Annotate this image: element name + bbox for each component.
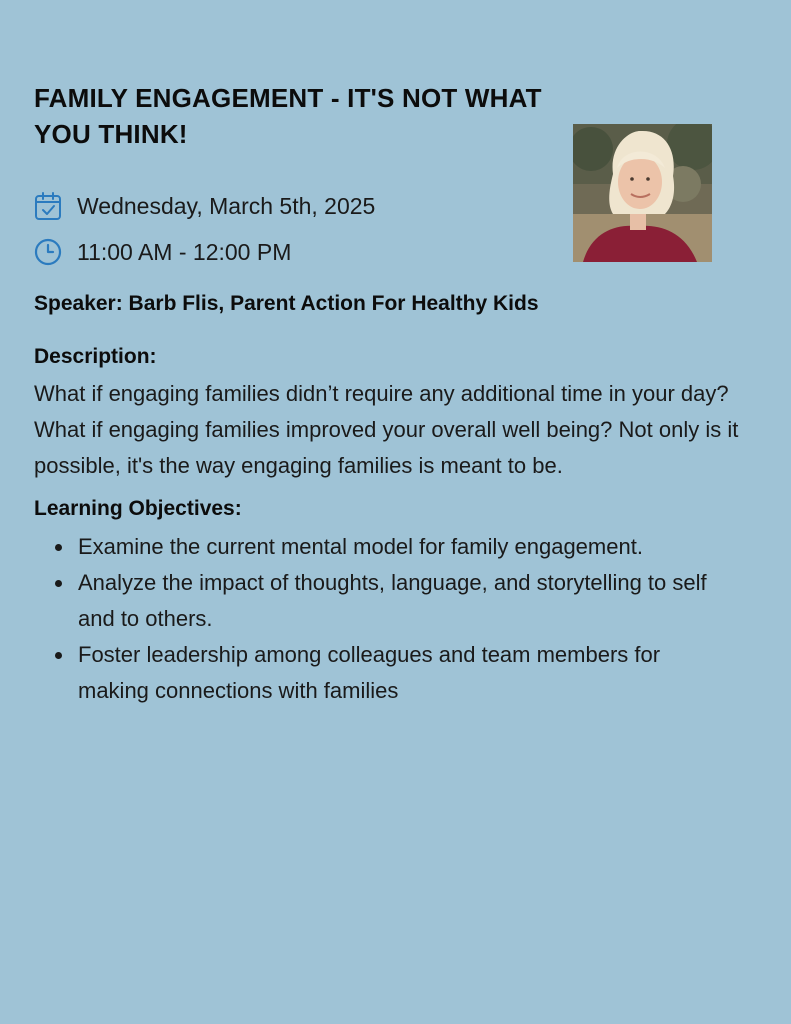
bullet-icon: [55, 580, 62, 587]
bullet-icon: [55, 652, 62, 659]
list-item: Examine the current mental model for family engagement.: [34, 529, 734, 565]
speaker-photo: [573, 124, 712, 262]
objectives-list: [34, 529, 734, 709]
objectives-label: Learning Objectives:: [34, 497, 242, 520]
event-time-row: [34, 236, 291, 268]
description-text: What if engaging families didn’t require any additional time in your day? What if engaging families improved your overall well being? Not only is it possible, it's the way engaging families is meant to be.: [34, 381, 739, 478]
event-date: Wednesday, March 5th, 2025: [77, 192, 376, 219]
list-item: Analyze the impact of thoughts, language, and storytelling to self and to others.: [34, 565, 734, 637]
clock-icon: [34, 238, 62, 266]
bullet-icon: [55, 544, 62, 551]
list-item: Foster leadership among colleagues and team members for making connections with families: [34, 637, 734, 709]
speaker-line: Speaker: Barb Flis, Parent Action For Healthy Kids: [34, 292, 539, 315]
event-time: 11:00 AM - 12:00 PM: [77, 238, 292, 265]
session-title: FAMILY ENGAGEMENT - IT'S NOT WHAT YOU THINK!: [34, 83, 542, 149]
event-date-row: [34, 190, 375, 222]
calendar-check-icon: [34, 192, 62, 220]
description-label: Description:: [34, 345, 157, 368]
